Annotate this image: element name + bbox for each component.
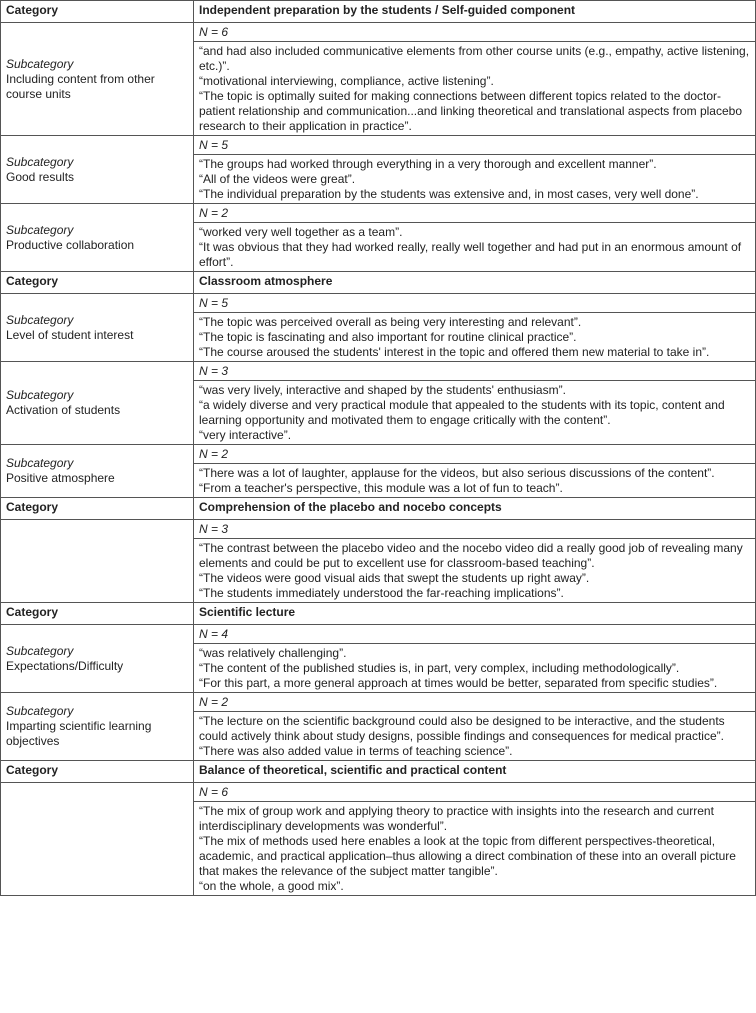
quotes-cell	[194, 464, 756, 498]
subcategory-cell	[1, 136, 194, 204]
subcategory-label: Subcategory	[6, 643, 74, 658]
sample-size: N = 3	[194, 362, 756, 381]
quote-text: “The students immediately understood the far-reaching implications”.	[199, 586, 564, 600]
sample-size: N = 4	[194, 625, 756, 644]
subcategory-cell	[1, 625, 194, 693]
subcategory-name: Level of student interest	[6, 327, 134, 342]
subcategory-name: Positive atmosphere	[6, 471, 115, 485]
subcategory-name: Expectations/Difficulty	[6, 658, 124, 673]
category-title: Balance of theoretical, scientific and practical content	[194, 761, 756, 783]
n-row	[1, 625, 756, 644]
quotes-cell	[194, 313, 756, 362]
quote-text: “It was obvious that they had worked really, really well together and had put in an enormous amount of effort”.	[199, 240, 742, 269]
subcategory-label: Subcategory	[6, 312, 74, 327]
category-row	[1, 272, 756, 294]
n-row	[1, 445, 756, 464]
category-row	[1, 498, 756, 520]
quote-text: “The individual preparation by the students was extensive and, in most cases, very well done”.	[199, 187, 699, 201]
subcategory-name: Productive collaboration	[6, 237, 135, 252]
quote-text: “very interactive”.	[199, 428, 292, 442]
category-title: Classroom atmosphere	[194, 272, 756, 294]
quote-text: “a widely diverse and very practical module that appealed to the students with its topic, content and learning opportunity and motivated them to engage critically with the content”.	[199, 398, 725, 427]
quotes-cell	[194, 223, 756, 272]
subcategory-label: Subcategory	[6, 388, 74, 402]
quote-text: “The mix of methods used here enables a look at the topic from different perspectives-theoretical, academic, and practical application–thus allowing a direct combination of these into an overall picture that makes the relevance of the subject matter tangible”.	[199, 834, 736, 878]
quote-text: “The mix of group work and applying theory to practice with insights into the research and current interdisciplinary developments was wonderful”.	[199, 804, 714, 833]
n-row	[1, 294, 756, 313]
quotes-cell	[194, 712, 756, 761]
category-label: Category	[1, 603, 194, 625]
subcategory-cell	[1, 445, 194, 498]
quote-text: “and had also included communicative elements from other course units (e.g., empathy, active listening, etc.)”.	[199, 44, 750, 73]
category-label: Category	[1, 498, 194, 520]
subcategory-name: Imparting scientific learning objectives	[6, 719, 152, 748]
subcategory-name: Including content from other course units	[6, 71, 155, 101]
quote-text: “was relatively challenging”.	[199, 646, 347, 660]
quote-text: “All of the videos were great”.	[199, 172, 356, 186]
n-row	[1, 23, 756, 42]
subcategory-cell	[1, 783, 194, 896]
sample-size: N = 2	[194, 204, 756, 223]
subcategory-cell	[1, 204, 194, 272]
quotes-cell	[194, 155, 756, 204]
sample-size: N = 2	[194, 445, 756, 464]
subcategory-cell	[1, 520, 194, 603]
quote-text: “The videos were good visual aids that swept the students up right away”.	[199, 571, 590, 585]
quote-text: “The lecture on the scientific background could also be designed to be interactive, and the students could actively think about study designs, possible findings and consequences for medical practice”.	[199, 714, 725, 743]
subcategory-label: Subcategory	[6, 704, 74, 718]
n-row	[1, 136, 756, 155]
quote-text: “The content of the published studies is, in part, very complex, including methodologically”.	[199, 661, 680, 675]
n-row	[1, 520, 756, 539]
n-row	[1, 362, 756, 381]
quote-text: “worked very well together as a team”.	[199, 225, 403, 239]
quote-text: “From a teacher's perspective, this module was a lot of fun to teach”.	[199, 481, 563, 495]
quote-text: “The topic is fascinating and also important for routine clinical practice”.	[199, 330, 577, 344]
subcategory-label: Subcategory	[6, 154, 74, 169]
category-label: Category	[1, 761, 194, 783]
subcategory-name: Activation of students	[6, 403, 121, 417]
sample-size: N = 3	[194, 520, 756, 539]
sample-size: N = 5	[194, 136, 756, 155]
category-row	[1, 761, 756, 783]
subcategory-name: Good results	[6, 169, 75, 184]
quote-text: “The topic was perceived overall as being very interesting and relevant”.	[199, 315, 582, 329]
quote-text: “There was a lot of laughter, applause for the videos, but also serious discussions of the content”.	[199, 466, 715, 480]
quote-text: “The course aroused the students' interest in the topic and offered them new material to take in”.	[199, 345, 710, 359]
subcategory-label: Subcategory	[6, 56, 74, 71]
n-row	[1, 783, 756, 802]
subcategory-cell	[1, 23, 194, 136]
category-title: Independent preparation by the students / Self-guided component	[194, 1, 756, 23]
quotes-cell	[194, 802, 756, 896]
sample-size: N = 6	[194, 23, 756, 42]
subcategory-label: Subcategory	[6, 222, 74, 237]
sample-size: N = 5	[194, 294, 756, 313]
category-label: Category	[1, 272, 194, 294]
sample-size: N = 6	[194, 783, 756, 802]
subcategory-cell	[1, 693, 194, 761]
subcategory-cell	[1, 294, 194, 362]
quotes-cell	[194, 539, 756, 603]
category-row	[1, 603, 756, 625]
quote-text: “was very lively, interactive and shaped by the students' enthusiasm”.	[199, 383, 566, 397]
quote-text: “The topic is optimally suited for making connections between different topics related to the doctor-patient relationship and communication...and linking theoretical and translational aspects from placebo research to their application in practice”.	[199, 89, 742, 133]
quotes-cell	[194, 381, 756, 445]
n-row	[1, 693, 756, 712]
sample-size: N = 2	[194, 693, 756, 712]
category-title: Comprehension of the placebo and nocebo concepts	[194, 498, 756, 520]
quote-text: “on the whole, a good mix”.	[199, 879, 344, 893]
quotes-cell	[194, 42, 756, 136]
category-label: Category	[1, 1, 194, 23]
subcategory-cell	[1, 362, 194, 445]
category-title: Scientific lecture	[194, 603, 756, 625]
quote-text: “For this part, a more general approach at times would be better, separated from specific studies”.	[199, 676, 718, 690]
quote-text: “There was also added value in terms of teaching science”.	[199, 744, 513, 758]
quote-text: “The groups had worked through everything in a very thorough and excellent manner”.	[199, 157, 657, 171]
category-row	[1, 1, 756, 23]
quote-text: “motivational interviewing, compliance, active listening”.	[199, 74, 494, 88]
n-row	[1, 204, 756, 223]
quote-text: “The contrast between the placebo video and the nocebo video did a really good job of revealing many elements and could be put to excellent use for classroom-based teaching”.	[199, 541, 743, 570]
subcategory-label: Subcategory	[6, 456, 74, 470]
quotes-cell	[194, 644, 756, 693]
